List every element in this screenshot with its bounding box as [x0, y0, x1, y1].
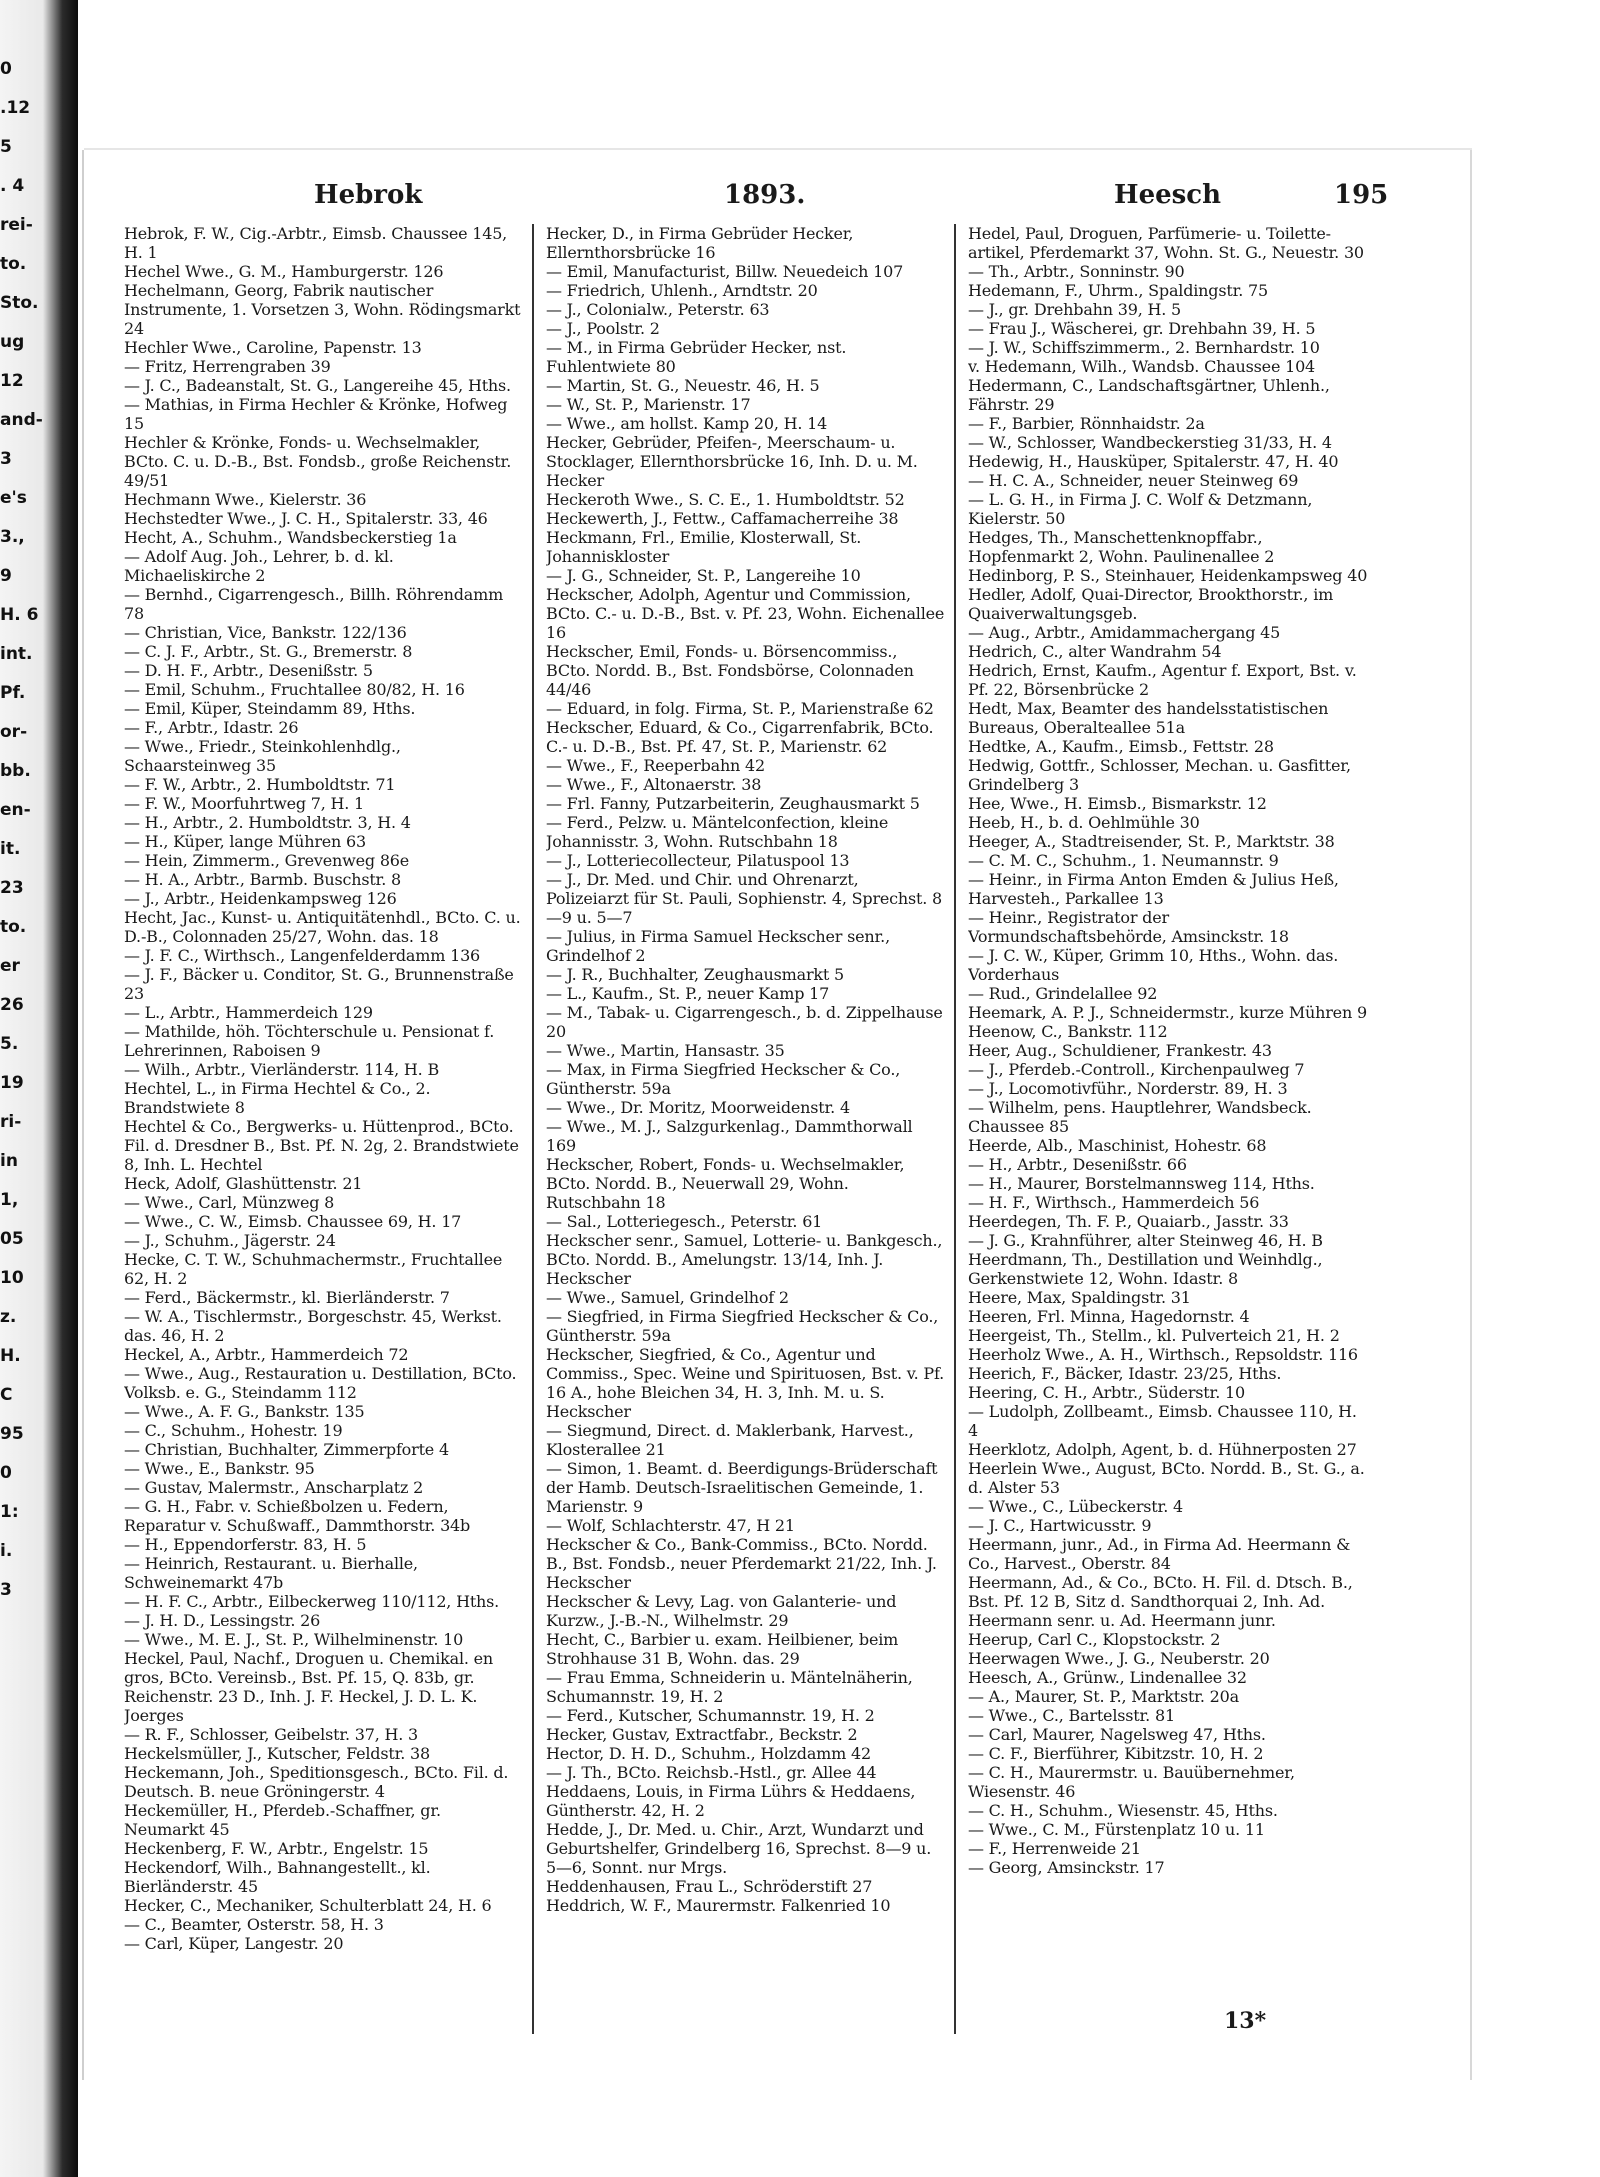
header-right-catchword: Heesch — [1114, 180, 1222, 210]
directory-entry: Heckscher, Eduard, & Co., Cigarrenfabrik, BCto. C.- u. D.-B., Bst. Pf. 47, St. P., Marienstr. 62 — [546, 718, 934, 756]
directory-entry: — Wwe., Friedr., Steinkohlenhdlg., Schaarsteinweg 35 — [124, 737, 401, 775]
directory-entry: — Sal., Lotteriegesch., Peterstr. 61 — [546, 1212, 823, 1231]
directory-entry: Hedrich, C., alter Wandrahm 54 — [968, 642, 1222, 661]
gutter-fragment: it. — [0, 840, 21, 859]
directory-entry: — Gustav, Malermstr., Anscharplatz 2 — [124, 1478, 424, 1497]
directory-entry: — Ferd., Kutscher, Schumannstr. 19, H. 2 — [546, 1706, 875, 1725]
directory-entry: — Wwe., C. M., Fürstenplatz 10 u. 11 — [968, 1820, 1265, 1839]
directory-entry: — Adolf Aug. Joh., Lehrer, b. d. kl. Michaeliskirche 2 — [124, 547, 394, 585]
directory-entry: — Wwe., C., Lübeckerstr. 4 — [968, 1497, 1183, 1516]
directory-entry: — A., Maurer, St. P., Marktstr. 20a — [968, 1687, 1239, 1706]
directory-entry: — Julius, in Firma Samuel Heckscher senr., Grindelhof 2 — [546, 927, 890, 965]
directory-entry: — H. A., Arbtr., Barmb. Buschstr. 8 — [124, 870, 402, 889]
directory-entry: Hecht, A., Schuhm., Wandsbeckerstieg 1a — [124, 528, 457, 547]
directory-entry: — F. W., Moorfuhrtweg 7, H. 1 — [124, 794, 365, 813]
directory-entry: Hedrich, Ernst, Kaufm., Agentur f. Export, Bst. v. Pf. 22, Börsenbrücke 2 — [968, 661, 1357, 699]
directory-entry: Hechler Wwe., Caroline, Papenstr. 13 — [124, 338, 422, 357]
gutter-fragment: 23 — [0, 879, 24, 898]
directory-entry: — F., Herrenweide 21 — [968, 1839, 1141, 1858]
directory-entry: — Hein, Zimmerm., Grevenweg 86e — [124, 851, 410, 870]
directory-entry: Hedt, Max, Beamter des handelsstatistischen Bureaus, Oberalteallee 51a — [968, 699, 1329, 737]
directory-entry: — L., Arbtr., Hammerdeich 129 — [124, 1003, 373, 1022]
directory-entry: — Frl. Fanny, Putzarbeiterin, Zeughausmarkt 5 — [546, 794, 920, 813]
directory-entry: — J., Arbtr., Heidenkampsweg 126 — [124, 889, 397, 908]
directory-entry: Heck, Adolf, Glashüttenstr. 21 — [124, 1174, 363, 1193]
directory-entry: — J. W., Schiffszimmerm., 2. Bernhardstr. 10 — [968, 338, 1320, 357]
page-header — [84, 180, 1470, 220]
directory-entry: — J., Dr. Med. und Chir. und Ohrenarzt, Polizeiarzt für St. Pauli, Sophienstr. 4, Sprechst. 8—9 u. 5—7 — [546, 870, 943, 927]
directory-entry: Heermann, Ad., & Co., BCto. H. Fil. d. Dtsch. B., Bst. Pf. 12 B, Sitz d. Sandthorquai 2, Inh. Ad. Heermann senr. u. Ad. Heermann junr. — [968, 1573, 1353, 1630]
directory-entry: — Eduard, in folg. Firma, St. P., Marienstraße 62 — [546, 699, 934, 718]
directory-entry: Heerdmann, Th., Destillation und Weinhdlg., Gerkenstwiete 12, Wohn. Idastr. 8 — [968, 1250, 1323, 1288]
gutter-fragment: 5. — [0, 1035, 19, 1054]
directory-entry: — W. A., Tischlermstr., Borgeschstr. 45, Werkst. das. 46, H. 2 — [124, 1307, 502, 1345]
directory-entry: Hechler & Krönke, Fonds- u. Wechselmakler, BCto. C. u. D.-B., Bst. Fondsb., große Reichenstr. 49/51 — [124, 433, 512, 490]
directory-entry: — Carl, Küper, Langestr. 20 — [124, 1934, 344, 1953]
directory-entry: Hee, Wwe., H. Eimsb., Bismarkstr. 12 — [968, 794, 1267, 813]
gutter-fragment: 10 — [0, 1269, 24, 1288]
directory-entry: — F., Barbier, Rönnhaidstr. 2a — [968, 414, 1205, 433]
gutter-fragment: 3 — [0, 1581, 12, 1600]
directory-entry: — J. Th., BCto. Reichsb.-Hstl., gr. Allee 44 — [546, 1763, 877, 1782]
directory-entry: Heerup, Carl C., Klopstockstr. 2 — [968, 1630, 1221, 1649]
directory-entry: — Frau J., Wäscherei, gr. Drehbahn 39, H. 5 — [968, 319, 1316, 338]
directory-entry: Hedwig, Gottfr., Schlosser, Mechan. u. Gasfitter, Grindelberg 3 — [968, 756, 1351, 794]
directory-entry: Hechelmann, Georg, Fabrik nautischer Instrumente, 1. Vorsetzen 3, Wohn. Rödingsmarkt 24 — [124, 281, 521, 338]
directory-entry: Hebrok, F. W., Cig.-Arbtr., Eimsb. Chaussee 145, H. 1 — [124, 224, 508, 262]
directory-entry: Heckemüller, H., Pferdeb.-Schaffner, gr. Neumarkt 45 — [124, 1801, 441, 1839]
directory-entry: Heeren, Frl. Minna, Hagedornstr. 4 — [968, 1307, 1250, 1326]
directory-entry: Hecke, C. T. W., Schuhmachermstr., Fruchtallee 62, H. 2 — [124, 1250, 503, 1288]
directory-entry: — Wwe., C. W., Eimsb. Chaussee 69, H. 17 — [124, 1212, 462, 1231]
directory-entry: — J., Pferdeb.-Controll., Kirchenpaulweg 7 — [968, 1060, 1305, 1079]
gutter-fragment: 12 — [0, 372, 24, 391]
gutter-fragment: H. — [0, 1347, 21, 1366]
directory-entry: — Wwe., F., Altonaerstr. 38 — [546, 775, 762, 794]
directory-entry: — H., Küper, lange Mühren 63 — [124, 832, 366, 851]
directory-entry: Heckscher & Levy, Lag. von Galanterie- und Kurzw., J.-B.-N., Wilhelmstr. 29 — [546, 1592, 897, 1630]
directory-entry: v. Hedemann, Wilh., Wandsb. Chaussee 104 — [968, 357, 1316, 376]
header-year: 1893. — [724, 180, 806, 210]
directory-entry: Heckmann, Frl., Emilie, Klosterwall, St. Johanniskloster — [546, 528, 862, 566]
directory-entry: — W., Schlosser, Wandbeckerstieg 31/33, H. 4 — [968, 433, 1332, 452]
directory-entry: — Ludolph, Zollbeamt., Eimsb. Chaussee 110, H. 4 — [968, 1402, 1357, 1440]
gutter-fragment: . 4 — [0, 177, 25, 196]
directory-entry: Heerklotz, Adolph, Agent, b. d. Hühnerposten 27 — [968, 1440, 1357, 1459]
directory-entry: Hechtel & Co., Bergwerks- u. Hüttenprod., BCto. Fil. d. Dresdner B., Bst. Pf. N. 2g, 2. Brandstwiete 8, Inh. L. Hechtel — [124, 1117, 519, 1174]
gutter-fragment: 5 — [0, 138, 12, 157]
directory-entry: — Wwe., am hollst. Kamp 20, H. 14 — [546, 414, 828, 433]
directory-entry: — Emil, Schuhm., Fruchtallee 80/82, H. 16 — [124, 680, 465, 699]
directory-entry: — Friedrich, Uhlenh., Arndtstr. 20 — [546, 281, 818, 300]
directory-entry: Hecker, Gebrüder, Pfeifen-, Meerschaum- u. Stocklager, Ellernthorsbrücke 16, Inh. D. u. M. Hecker — [546, 433, 918, 490]
directory-entry: — Wilh., Arbtr., Vierländerstr. 114, H. B — [124, 1060, 439, 1079]
directory-entry: Heeb, H., b. d. Oehlmühle 30 — [968, 813, 1200, 832]
directory-entry: — Ferd., Bäckermstr., kl. Bierländerstr. 7 — [124, 1288, 450, 1307]
directory-entry: — Emil, Manufacturist, Billw. Neuedeich 107 — [546, 262, 904, 281]
directory-entry: Heckscher, Emil, Fonds- u. Börsencommiss., BCto. Nordd. B., Bst. Fondsbörse, Colonnaden 44/46 — [546, 642, 914, 699]
directory-entry: Heddrich, W. F., Maurermstr. Falkenried 10 — [546, 1896, 891, 1915]
directory-entry: — H., Maurer, Borstelmannsweg 114, Hths. — [968, 1174, 1315, 1193]
directory-entry: Heckenberg, F. W., Arbtr., Engelstr. 15 — [124, 1839, 429, 1858]
directory-entry: — Heinr., Registrator der Vormundschaftsbehörde, Amsinckstr. 18 — [968, 908, 1289, 946]
directory-entry: Heerholz Wwe., A. H., Wirthsch., Repsoldstr. 116 — [968, 1345, 1358, 1364]
directory-entry: — Wwe., Martin, Hansastr. 35 — [546, 1041, 785, 1060]
gutter-fragment: 0 — [0, 1464, 12, 1483]
directory-entry: — L. G. H., in Firma J. C. Wolf & Detzmann, Kielerstr. 50 — [968, 490, 1313, 528]
gutter-fragment: C — [0, 1386, 13, 1405]
directory-entry: Heering, C. H., Arbtr., Süderstr. 10 — [968, 1383, 1245, 1402]
directory-entry: Heckscher, Siegfried, & Co., Agentur und Commiss., Spec. Weine und Spirituosen, Bst. v. Pf. 16 A., hohe Bleichen 34, H. 3, Inh. M. u. S. Heckscher — [546, 1345, 945, 1421]
directory-entry: Hedinborg, P. S., Steinhauer, Heidenkampsweg 40 — [968, 566, 1368, 585]
gutter-fragment: H. 6 — [0, 606, 39, 625]
directory-entry: — L., Kaufm., St. P., neuer Kamp 17 — [546, 984, 830, 1003]
directory-entry: Heckemann, Joh., Speditionsgesch., BCto. Fil. d. Deutsch. B. neue Gröningerstr. 4 — [124, 1763, 509, 1801]
gutter-fragment: ri- — [0, 1113, 22, 1132]
gutter-fragment: 1, — [0, 1191, 19, 1210]
directory-entry: Hedges, Th., Manschettenknopffabr., Hopfenmarkt 2, Wohn. Paulinenallee 2 — [968, 528, 1275, 566]
directory-entry: — Fritz, Herrengraben 39 — [124, 357, 331, 376]
directory-entry: Heckscher senr., Samuel, Lotterie- u. Bankgesch., BCto. Nordd. B., Amelungstr. 13/14, Inh. J. Heckscher — [546, 1231, 943, 1288]
directory-entry: — J., Lotteriecollecteur, Pilatuspool 13 — [546, 851, 850, 870]
directory-entry: Heckscher, Adolph, Agentur und Commission, BCto. C.- u. D.-B., Bst. v. Pf. 23, Wohn. Eichenallee 16 — [546, 585, 945, 642]
directory-entry: — J. C., Badeanstalt, St. G., Langereihe 45, Hths. — [124, 376, 511, 395]
directory-entry: — Martin, St. G., Neuestr. 46, H. 5 — [546, 376, 820, 395]
directory-entry: — Rud., Grindelallee 92 — [968, 984, 1158, 1003]
directory-entry: — Simon, 1. Beamt. d. Beerdigungs-Brüderschaft der Hamb. Deutsch-Israelitischen Gemeinde, 1. Marienstr. 9 — [546, 1459, 938, 1516]
gutter-fragment: z. — [0, 1308, 17, 1327]
directory-entry: — Siegfried, in Firma Siegfried Heckscher & Co., Güntherstr. 59a — [546, 1307, 939, 1345]
directory-entry: Heddenhausen, Frau L., Schröderstift 27 — [546, 1877, 873, 1896]
directory-entry: Hedde, J., Dr. Med. u. Chir., Arzt, Wundarzt und Geburtshelfer, Grindelberg 16, Sprechst. 8—9 u. 5—6, Sonnt. nur Mrgs. — [546, 1820, 932, 1877]
directory-entry: Heesch, A., Grünw., Lindenallee 32 — [968, 1668, 1247, 1687]
directory-entry: — Frau Emma, Schneiderin u. Mäntelnäherin, Schumannstr. 19, H. 2 — [546, 1668, 913, 1706]
directory-entry: — Max, in Firma Siegfried Heckscher & Co., Güntherstr. 59a — [546, 1060, 901, 1098]
directory-entry: — F., Arbtr., Idastr. 26 — [124, 718, 299, 737]
directory-entry: — Siegmund, Direct. d. Maklerbank, Harvest., Klosterallee 21 — [546, 1421, 914, 1459]
directory-entry: Hecht, C., Barbier u. exam. Heilbiener, beim Strohhause 31 B, Wohn. das. 29 — [546, 1630, 899, 1668]
gutter-fragment: in — [0, 1152, 18, 1171]
directory-entry: — Wwe., C., Bartelsstr. 81 — [968, 1706, 1175, 1725]
directory-entry: Hedtke, A., Kaufm., Eimsb., Fettstr. 28 — [968, 737, 1274, 756]
directory-entry: — G. H., Fabr. v. Schießbolzen u. Federn, Reparatur v. Schußwaff., Dammthorstr. 34b — [124, 1497, 471, 1535]
directory-entry: Heckel, A., Arbtr., Hammerdeich 72 — [124, 1345, 409, 1364]
gutter-fragment: 9 — [0, 567, 12, 586]
directory-entry: — J., Schuhm., Jägerstr. 24 — [124, 1231, 336, 1250]
directory-entry: Hedemann, F., Uhrm., Spaldingstr. 75 — [968, 281, 1268, 300]
directory-entry: — C. H., Schuhm., Wiesenstr. 45, Hths. — [968, 1801, 1278, 1820]
directory-entry: Hechstedter Wwe., J. C. H., Spitalerstr. 33, 46 — [124, 509, 488, 528]
gutter-fragment: e's — [0, 489, 27, 508]
directory-entry: Heere, Max, Spaldingstr. 31 — [968, 1288, 1191, 1307]
gutter-fragment: 26 — [0, 996, 24, 1015]
directory-entry: Heerlein Wwe., August, BCto. Nordd. B., St. G., a. d. Alster 53 — [968, 1459, 1365, 1497]
directory-entry: Hedewig, H., Hausküper, Spitalerstr. 47, H. 40 — [968, 452, 1339, 471]
gutter-fragment: ug — [0, 333, 25, 352]
gutter-fragment: 95 — [0, 1425, 24, 1444]
column-2 — [546, 224, 956, 2034]
directory-entry: — Wolf, Schlachterstr. 47, H 21 — [546, 1516, 795, 1535]
directory-entry: — J. F. C., Wirthsch., Langenfelderdamm 136 — [124, 946, 481, 965]
directory-entry: — Emil, Küper, Steindamm 89, Hths. — [124, 699, 416, 718]
gutter-fragment: 19 — [0, 1074, 24, 1093]
directory-entry: — J. G., Krahnführer, alter Steinweg 46, H. B — [968, 1231, 1323, 1250]
directory-entry: — Heinrich, Restaurant. u. Bierhalle, Schweinemarkt 47b — [124, 1554, 418, 1592]
column-3 — [968, 224, 1368, 2034]
page-number: 195 — [1334, 180, 1389, 210]
gutter-fragment: rei- — [0, 216, 33, 235]
directory-entry: — M., Tabak- u. Cigarrengesch., b. d. Zippelhause 20 — [546, 1003, 943, 1041]
gutter-fragment: Sto. — [0, 294, 39, 313]
directory-entry: Heckeroth Wwe., S. C. E., 1. Humboldtstr. 52 — [546, 490, 905, 509]
directory-page — [84, 150, 1472, 2080]
directory-entry: — J., gr. Drehbahn 39, H. 5 — [968, 300, 1181, 319]
directory-entry: — Wwe., E., Bankstr. 95 — [124, 1459, 315, 1478]
directory-entry: — Ferd., Pelzw. u. Mäntelconfection, kleine Johannisstr. 3, Wohn. Rutschbahn 18 — [546, 813, 889, 851]
directory-entry: — C. H., Maurermstr. u. Bauübernehmer, Wiesenstr. 46 — [968, 1763, 1295, 1801]
directory-entry: Heckewerth, J., Fettw., Caffamacherreihe 38 — [546, 509, 899, 528]
directory-entry: — C., Beamter, Osterstr. 58, H. 3 — [124, 1915, 384, 1934]
directory-entry: Hector, D. H. D., Schuhm., Holzdamm 42 — [546, 1744, 871, 1763]
gutter-fragment: and- — [0, 411, 43, 430]
directory-entry: — J. F., Bäcker u. Conditor, St. G., Brunnenstraße 23 — [124, 965, 514, 1003]
directory-entry: Hedel, Paul, Droguen, Parfümerie- u. Toilette-artikel, Pferdemarkt 37, Wohn. St. G., Neuestr. 30 — [968, 224, 1364, 262]
directory-entry: — H. C. A., Schneider, neuer Steinweg 69 — [968, 471, 1299, 490]
directory-entry: — Wilhelm, pens. Hauptlehrer, Wandsbeck. Chaussee 85 — [968, 1098, 1312, 1136]
directory-entry: — J. H. D., Lessingstr. 26 — [124, 1611, 321, 1630]
directory-entry: — M., in Firma Gebrüder Hecker, nst. Fuhlentwiete 80 — [546, 338, 847, 376]
directory-entry: — Christian, Vice, Bankstr. 122/136 — [124, 623, 407, 642]
gutter-fragment: en- — [0, 801, 31, 820]
directory-entry: — H., Arbtr., 2. Humboldtstr. 3, H. 4 — [124, 813, 411, 832]
directory-entry: Hedler, Adolf, Quai-Director, Brookthorstr., im Quaiverwaltungsgeb. — [968, 585, 1334, 623]
directory-entry: — Mathias, in Firma Hechler & Krönke, Hofweg 15 — [124, 395, 508, 433]
directory-entry: — Mathilde, höh. Töchterschule u. Pensionat f. Lehrerinnen, Raboisen 9 — [124, 1022, 495, 1060]
directory-entry: Heenow, C., Bankstr. 112 — [968, 1022, 1168, 1041]
directory-entry: — Carl, Maurer, Nagelsweg 47, Hths. — [968, 1725, 1266, 1744]
directory-entry: — Wwe., A. F. G., Bankstr. 135 — [124, 1402, 365, 1421]
directory-entry: — J. G., Schneider, St. P., Langereihe 10 — [546, 566, 861, 585]
gutter-fragment: 3., — [0, 528, 25, 547]
directory-entry: — W., St. P., Marienstr. 17 — [546, 395, 751, 414]
directory-entry: — Wwe., M. J., Salzgurkenlag., Dammthorwall 169 — [546, 1117, 913, 1155]
directory-entry: Heergeist, Th., Stellm., kl. Pulverteich 21, H. 2 — [968, 1326, 1340, 1345]
directory-entry: — Christian, Buchhalter, Zimmerpforte 4 — [124, 1440, 449, 1459]
directory-entry: — J., Locomotivführ., Norderstr. 89, H. 3 — [968, 1079, 1288, 1098]
directory-entry: Hechtel, L., in Firma Hechtel & Co., 2. Brandstwiete 8 — [124, 1079, 431, 1117]
directory-entry: Heeger, A., Stadtreisender, St. P., Marktstr. 38 — [968, 832, 1335, 851]
directory-entry: Heckscher & Co., Bank-Commiss., BCto. Nordd. B., Bst. Fondsb., neuer Pferdemarkt 21/22, Inh. J. Heckscher — [546, 1535, 937, 1592]
directory-entry: — Aug., Arbtr., Amidammachergang 45 — [968, 623, 1281, 642]
directory-entry: Hechel Wwe., G. M., Hamburgerstr. 126 — [124, 262, 444, 281]
gutter-fragment: to. — [0, 918, 27, 937]
adjacent-page-margin — [0, 60, 60, 2010]
gutter-fragment: bb. — [0, 762, 31, 781]
directory-entry: Heermann, junr., Ad., in Firma Ad. Heermann & Co., Harvest., Oberstr. 84 — [968, 1535, 1351, 1573]
directory-entry: Heerdegen, Th. F. P., Quaiarb., Jasstr. 33 — [968, 1212, 1289, 1231]
directory-entry: — C. M. C., Schuhm., 1. Neumannstr. 9 — [968, 851, 1279, 870]
directory-entry: — Wwe., Dr. Moritz, Moorweidenstr. 4 — [546, 1098, 850, 1117]
signature-mark: 13* — [1224, 2008, 1267, 2034]
directory-entry: Hecht, Jac., Kunst- u. Antiquitätenhdl., BCto. C. u. D.-B., Colonnaden 25/27, Wohn. das. 18 — [124, 908, 521, 946]
directory-entry: Heckendorf, Wilh., Bahnangestellt., kl. Bierländerstr. 45 — [124, 1858, 431, 1896]
gutter-fragment: int. — [0, 645, 33, 664]
directory-entry: Heckscher, Robert, Fonds- u. Wechselmakler, BCto. Nordd. B., Neuerwall 29, Wohn. Rutschbahn 18 — [546, 1155, 905, 1212]
gutter-fragment: or- — [0, 723, 28, 742]
directory-entry: Hechmann Wwe., Kielerstr. 36 — [124, 490, 367, 509]
gutter-fragment: 3 — [0, 450, 12, 469]
directory-entry: Heerich, F., Bäcker, Idastr. 23/25, Hths. — [968, 1364, 1282, 1383]
directory-entry: — Wwe., F., Reeperbahn 42 — [546, 756, 766, 775]
directory-entry: — J., Poolstr. 2 — [546, 319, 660, 338]
column-1 — [124, 224, 534, 2034]
directory-entry: — J. C. W., Küper, Grimm 10, Hths., Wohn. das. Vorderhaus — [968, 946, 1339, 984]
directory-entry: — H., Eppendorferstr. 83, H. 5 — [124, 1535, 367, 1554]
directory-entry: — J., Colonialw., Peterstr. 63 — [546, 300, 770, 319]
header-left-catchword: Hebrok — [314, 180, 423, 210]
gutter-fragment: er — [0, 957, 20, 976]
gutter-fragment: 1: — [0, 1503, 19, 1522]
directory-entry: — Bernhd., Cigarrengesch., Billh. Röhrendamm 78 — [124, 585, 504, 623]
gutter-fragment: to. — [0, 255, 27, 274]
directory-entry: — Heinr., in Firma Anton Emden & Julius Heß, Harvesteh., Parkallee 13 — [968, 870, 1339, 908]
directory-entry: — Wwe., Aug., Restauration u. Destillation, BCto. Volksb. e. G., Steindamm 112 — [124, 1364, 517, 1402]
directory-entry: Heckelsmüller, J., Kutscher, Feldstr. 38 — [124, 1744, 431, 1763]
directory-entry: — C. F., Bierführer, Kibitzstr. 10, H. 2 — [968, 1744, 1264, 1763]
directory-entry: — Th., Arbtr., Sonninstr. 90 — [968, 262, 1185, 281]
directory-entry: Hedermann, C., Landschaftsgärtner, Uhlenh., Fährstr. 29 — [968, 376, 1330, 414]
directory-entry: — J. C., Hartwicusstr. 9 — [968, 1516, 1152, 1535]
gutter-fragment: 05 — [0, 1230, 24, 1249]
directory-entry: — Wwe., Samuel, Grindelhof 2 — [546, 1288, 789, 1307]
gutter-fragment: 0 — [0, 60, 12, 79]
directory-entry: Hecker, D., in Firma Gebrüder Hecker, Ellernthorsbrücke 16 — [546, 224, 854, 262]
directory-entry: — Wwe., M. E. J., St. P., Wilhelminenstr. 10 — [124, 1630, 464, 1649]
directory-entry: — D. H. F., Arbtr., Desenißstr. 5 — [124, 661, 373, 680]
directory-entry: Heckel, Paul, Nachf., Droguen u. Chemikal. en gros, BCto. Vereinsb., Bst. Pf. 15, Q. 83b, gr. Reichenstr. 23 D., Inh. J. F. Heckel, J. D. L. K. Joerges — [124, 1649, 494, 1725]
directory-entry: — Wwe., Carl, Münzweg 8 — [124, 1193, 335, 1212]
directory-entry: Heemark, A. P. J., Schneidermstr., kurze Mühren 9 — [968, 1003, 1367, 1022]
directory-entry: — H., Arbtr., Desenißstr. 66 — [968, 1155, 1187, 1174]
directory-entry: — J. R., Buchhalter, Zeughausmarkt 5 — [546, 965, 845, 984]
gutter-fragment: i. — [0, 1542, 13, 1561]
directory-entry: Heer, Aug., Schuldiener, Frankestr. 43 — [968, 1041, 1272, 1060]
gutter-fragment: Pf. — [0, 684, 26, 703]
directory-entry: — C., Schuhm., Hohestr. 19 — [124, 1421, 343, 1440]
directory-entry: — H. F. C., Arbtr., Eilbeckerweg 110/112, Hths. — [124, 1592, 500, 1611]
directory-entry: Hecker, Gustav, Extractfabr., Beckstr. 2 — [546, 1725, 858, 1744]
directory-entry: — Georg, Amsinckstr. 17 — [968, 1858, 1165, 1877]
directory-entry: — C. J. F., Arbtr., St. G., Bremerstr. 8 — [124, 642, 413, 661]
directory-entry: — H. F., Wirthsch., Hammerdeich 56 — [968, 1193, 1260, 1212]
directory-entry: — F. W., Arbtr., 2. Humboldtstr. 71 — [124, 775, 396, 794]
directory-entry: Heddaens, Louis, in Firma Lührs & Heddaens, Güntherstr. 42, H. 2 — [546, 1782, 916, 1820]
directory-entry: Hecker, C., Mechaniker, Schulterblatt 24, H. 6 — [124, 1896, 492, 1915]
directory-entry: Heerde, Alb., Maschinist, Hohestr. 68 — [968, 1136, 1267, 1155]
directory-entry: Heerwagen Wwe., J. G., Neuberstr. 20 — [968, 1649, 1270, 1668]
gutter-fragment: .12 — [0, 99, 31, 118]
directory-entry: — R. F., Schlosser, Geibelstr. 37, H. 3 — [124, 1725, 419, 1744]
